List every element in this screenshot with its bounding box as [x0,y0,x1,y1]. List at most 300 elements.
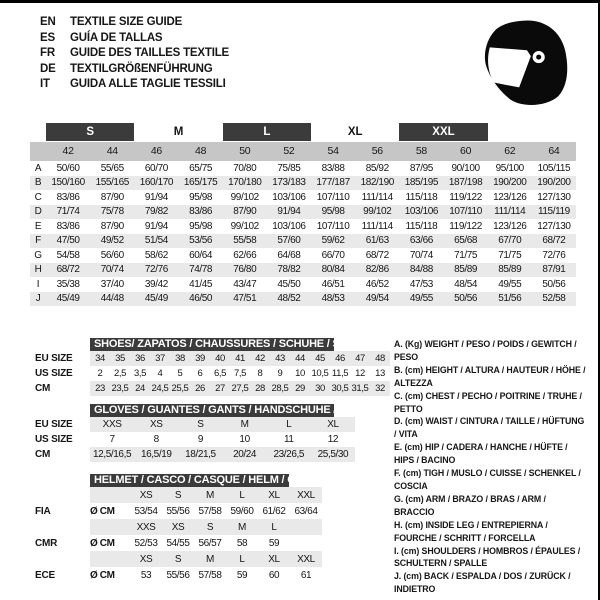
size-number: 50 [223,142,267,161]
legend-item: G. (cm) ARM / BRAZO / BRAS / ARM / BRACCIO [394,493,546,517]
measurement-cell: 95/98 [189,191,213,203]
measurement-cell: 43/47 [233,278,257,290]
measurement-cell: 90/100 [451,162,480,174]
measurement-cell: 45/49 [56,293,80,305]
measurement-cell: 46/52 [365,278,389,290]
shoes-cell: 23 [95,383,105,394]
language-code: EN [40,16,56,28]
helmet-row [35,551,395,567]
measurement-cell: 53/56 [189,235,213,247]
shoes-cell: 35 [115,353,125,364]
measurement-cell: 87/91 [542,264,566,276]
measurement-cell: 47/53 [409,278,433,290]
measurement-cell: 99/102 [230,191,259,203]
measurement-cell: 182/190 [360,177,394,189]
row-letter: G [34,249,42,261]
shoes-cell: 40 [215,353,225,364]
legend-item: C. (cm) CHEST / PECHO / POITRINE / TRUHE / PETTO [394,390,582,414]
measurement-cell: 65/75 [189,162,213,174]
shoes-cell: 2,5 [113,368,126,379]
shoes-cells [90,351,390,366]
helmet-cell: 60 [268,569,280,581]
shoes-cell: 36 [135,353,145,364]
measurement-cell: 70/74 [100,264,124,276]
gloves-cell: M [240,419,249,430]
measurement-cell: 68/72 [365,249,389,261]
helmet-cell: 55/56 [166,569,190,581]
helmet-cell: L [239,489,245,501]
measurement-cell: 83/86 [189,206,213,218]
helmet-row [35,519,395,535]
helmet-cell: Ø CM [90,569,115,581]
measurement-cell: 51/54 [144,235,168,247]
shoes-cell: 39 [195,353,205,364]
shoes-cell: 42 [255,353,265,364]
helmet-cell: 57/58 [198,569,222,581]
shoes-cell: 48 [375,353,385,364]
measurement-cell: 91/94 [277,206,301,218]
legend-item: F. (cm) TIGH / MUSLO / CUISSE / SCHENKEL / COSCIA [394,468,581,491]
shoes-cell: 34 [95,353,105,364]
measurement-cell: 103/106 [272,220,306,232]
measurement-cell: 50/56 [454,293,478,305]
shoes-cell: 6,5 [213,368,226,379]
guide-title: GUÍA DE TALLAS [70,31,163,44]
size-number: 64 [532,142,576,161]
measurement-cell: 87/90 [100,220,124,232]
measurement-cell: 83/86 [56,220,80,232]
shoes-cell: 7,5 [233,368,246,379]
shoes-cell: 30 [315,383,325,394]
helmet-cell: XS [139,553,153,565]
measurement-cell: 60/70 [144,162,168,174]
helmet-cell: XS [139,489,153,501]
legend-item: D. (cm) WAIST / CINTURA / TAILLE / HÜFTUNG / VITA [394,416,585,440]
helmet-cell: L [239,553,245,565]
measurement-row [30,161,576,176]
measurement-cell: 59/62 [321,235,345,247]
measurement-cell: 76/80 [233,264,257,276]
gloves-cell: XS [149,419,163,430]
gloves-row [35,432,395,447]
gloves-cell: 11 [283,434,294,445]
size-number: 58 [399,142,443,161]
measurement-cell: 115/119 [537,206,570,218]
helmet-cell: XXL [297,553,315,565]
measurement-cell: 70/74 [409,249,433,261]
gloves-row-label: US SIZE [35,434,73,445]
helmet-cell: M [206,489,214,501]
measurement-cell: 105/115 [537,162,571,174]
helmet-cells [90,567,322,583]
measurement-cell: 62/66 [233,249,257,261]
measurement-cell: 123/126 [493,220,527,232]
measurement-cell: 67/70 [498,235,522,247]
helmet-cell: XS [171,521,185,533]
shoes-cell: 6 [197,368,203,379]
measurement-cell: 103/106 [404,206,439,218]
measurement-cell: 155/165 [95,177,129,189]
row-letter: I [36,278,40,290]
measurement-row [30,234,576,249]
size-number-row [30,142,576,161]
size-group-label: XXL [399,123,487,141]
shoes-row [35,366,395,381]
size-group-empty [488,123,532,141]
shoes-header-row [35,338,395,351]
helmet-cells [90,519,322,535]
measurement-cell: 87/90 [233,206,257,218]
helmet-row [35,503,395,519]
gloves-cell: 7 [109,434,115,445]
gloves-cells [90,432,355,447]
language-row [40,31,229,47]
helmet-cell: 59/60 [230,505,254,517]
measurement-cell: 103/106 [272,191,306,203]
measurement-cell: 99/102 [363,206,392,218]
helmet-cell: XL [268,553,280,565]
measurement-cell: 83/88 [321,162,345,174]
helmet-cell: S [174,489,182,501]
helmet-cell: 53 [140,569,152,581]
measurement-cell: 71/75 [454,249,478,261]
measurement-cell: 95/98 [321,206,345,218]
helmet-cell: 56/57 [198,537,222,549]
gloves-cell: 20/24 [233,449,257,460]
helmet-row-label: CMR [35,537,58,549]
helmet-table [35,487,395,583]
measurement-cell: 39/42 [144,278,168,290]
shoes-section-title: SHOES/ ZAPATOS / CHAUSSURES / SCHUHE / SCARPE [90,338,334,351]
spacer [35,338,90,351]
shoes-cell: 31,5 [351,383,369,394]
measurement-row [30,205,576,220]
measurement-row [30,176,576,191]
size-group-label: S [46,123,134,141]
gloves-cell: 12,5/16,5 [93,449,132,460]
row-letter: A [34,162,42,174]
measurement-cell: 150/160 [51,177,85,189]
size-number: 52 [267,142,311,161]
shoes-cell: 44 [295,353,305,364]
row-letter: J [35,293,41,305]
measurement-cell: 107/110 [316,191,350,203]
shoes-cell: 9 [277,368,283,379]
measurement-cell: 75/78 [100,206,124,218]
measurement-cell: 61/63 [365,235,389,247]
measurement-cell: 75/85 [277,162,301,174]
helmet-cells [90,503,322,519]
helmet-cell: 58 [236,537,248,549]
measurement-cell: 52/58 [542,293,566,305]
shoes-cell: 11,5 [331,368,349,379]
legend-item: H. (cm) INSIDE LEG / ENTREPIERNA / FOURCHE / SCHRITT / FORCELLA [394,519,548,543]
spacer [35,396,395,404]
measurement-cell: 55/65 [100,162,124,174]
shoes-cell: 10,5 [311,368,329,379]
gloves-cell: 25,5/30 [317,449,349,460]
measurement-cell: 66/70 [321,249,345,261]
size-group-header-row [30,122,576,142]
gloves-row-label: CM [35,449,51,460]
size-number: 60 [444,142,488,161]
shoes-cell: 12 [355,368,365,379]
helmet-cell: S [206,521,214,533]
shoes-row [35,381,395,396]
measurement-cell: 71/75 [498,249,522,261]
helmet-cell: 61 [300,569,312,581]
helmet-cell: Ø CM [90,537,115,549]
helmet-header-row [35,474,395,487]
measurement-cell: 48/54 [454,278,478,290]
measurement-row [30,190,576,205]
measurement-row [30,277,576,292]
helmet-cells [90,551,322,567]
helmet-row [35,535,395,551]
language-code: FR [40,47,55,59]
measurement-cell: 57/60 [277,235,301,247]
shoes-row-label: EU SIZE [35,353,73,364]
measurement-cell: 72/76 [542,249,566,261]
measurement-cell: 185/195 [404,177,439,189]
measurement-cell: 82/86 [365,264,389,276]
row-letter: D [34,206,42,218]
size-group-label: M [173,126,184,138]
helmet-section-title: HELMET / CASCO / CASQUE / HELM / CASCO [90,474,289,487]
gloves-row-label: EU SIZE [35,419,73,430]
helmet-cells [90,535,322,551]
gloves-section-title: GLOVES / GUANTES / GANTS / HANDSCHUHE / GUANTI [90,404,334,417]
spacer [35,462,395,474]
measurement-cell: 68/72 [56,264,80,276]
measurement-cell: 87/95 [409,162,433,174]
gloves-cells [90,417,355,432]
size-number: 42 [46,142,90,161]
gloves-cell: 18/21,5 [185,449,216,460]
shoes-cell: 37 [155,353,165,364]
size-group-empty [30,123,46,141]
measurement-cell: 187/198 [448,177,483,189]
row-letter: B [34,177,42,189]
gloves-row [35,417,395,432]
measurement-cell: 50/56 [542,278,566,290]
measurement-cell: 60/64 [189,249,213,261]
shoes-cell: 5 [177,368,183,379]
shoes-cells [90,381,390,396]
shoes-row-label: US SIZE [35,368,73,379]
measurement-cell: 127/130 [537,220,571,232]
measurement-cell: 99/102 [230,220,259,232]
helmet-cell: 59 [268,537,280,549]
helmet-cell: XL [268,489,280,501]
helmet-cell: 59 [236,569,248,581]
gloves-cell: XL [327,419,339,430]
gloves-cell: 8 [153,434,159,445]
measurement-cell: 49/55 [498,278,522,290]
measurement-cell: 127/130 [537,191,571,203]
measurement-cell: 47/50 [56,235,80,247]
gloves-cells [90,447,355,462]
legend-item: B. (cm) HEIGHT / ALTURA / HAUTEUR / HÖHE / ALTEZZA [394,364,586,388]
measurement-cell: 190/200 [537,177,571,189]
measurement-cell: 78/82 [277,264,301,276]
measurement-cell: 160/170 [139,177,174,189]
measurement-cell: 123/126 [493,191,527,203]
measurement-cell: 111/114 [494,206,526,218]
measurement-cell: 48/52 [277,293,301,305]
measurement-legend [394,338,586,596]
measurement-cell: 37/40 [100,278,124,290]
measurement-cell: 35/38 [56,278,80,290]
size-number: 54 [311,142,355,161]
shoes-cell: 8 [257,368,263,379]
row-letter: H [34,264,42,276]
band-corner [30,142,46,161]
measurement-cell: 49/52 [100,235,124,247]
guide-title: TEXTILE SIZE GUIDE [70,16,183,28]
measurement-cell: 79/82 [144,206,168,218]
measurement-cell: 49/55 [409,293,433,305]
shoes-cell: 29 [295,383,305,394]
measurement-cell: 111/114 [361,191,393,203]
measurement-cell: 68/72 [542,235,566,247]
helmet-row-label: ECE [35,569,55,581]
shoes-cell: 2 [97,368,103,379]
shoes-cell: 4 [157,368,163,379]
measurement-cell: 95/98 [189,220,213,232]
size-number: 62 [488,142,532,161]
measurement-row [30,248,576,263]
measurement-cell: 107/110 [449,206,482,218]
language-row [40,62,229,78]
measurement-cell: 173/183 [272,177,306,189]
helmet-cell: 53/54 [134,505,158,517]
shoes-cell: 24,5 [151,383,169,394]
row-letter: C [34,191,42,203]
measurement-cell: 45/49 [144,293,168,305]
measurement-cell: 48/53 [321,293,345,305]
shoes-cell: 28 [255,383,265,394]
measurement-cell: 85/92 [365,162,389,174]
shoes-cell: 26 [195,383,205,394]
measurement-cell: 107/110 [316,220,350,232]
gloves-cell: 12 [327,434,339,445]
guide-title: GUIDE DES TAILLES TEXTILE [70,47,229,59]
shoes-cell: 24 [135,383,145,394]
language-code: DE [40,62,56,75]
shoes-cell: 25,5 [171,383,189,394]
measurement-cell: 44/48 [100,293,124,305]
measurement-cell: 47/51 [233,293,257,305]
guide-title: TEXTILGRÖßENFÜHRUNG [70,62,213,75]
measurement-cell: 170/180 [228,177,262,189]
shoes-cell: 3,5 [133,368,146,379]
measurement-cell: 111/114 [361,220,393,232]
measurement-cell: 119/122 [449,191,482,203]
gloves-cell: L [286,419,292,430]
measurement-cell: 91/94 [144,220,168,232]
measurement-cell: 70/80 [233,162,257,174]
measurement-cell: 74/78 [189,264,213,276]
helmet-cell: M [206,553,214,565]
language-row [40,77,229,93]
measurement-cell: 177/187 [316,177,350,189]
shoes-row-label: CM [35,383,51,394]
size-number: 46 [134,142,178,161]
spacer [35,474,90,487]
measurement-cell: 115/118 [405,220,438,232]
measurement-cell: 85/89 [498,264,522,276]
legend-item: I. (cm) SHOULDERS / HOMBROS / ÉPAULES / SCHULTERN / SPALLE [394,545,581,569]
measurement-cell: 115/118 [405,191,438,203]
shoes-cell: 45 [315,353,325,364]
shoes-row [35,351,395,366]
gloves-table [35,417,395,462]
measurement-row [30,292,576,307]
measurement-cell: 91/94 [144,191,168,203]
measurement-cell: 46/51 [321,278,345,290]
legend-item: J. (cm) BACK / ESPALDA / DOS / ZURÜCK / INDIETRO [394,571,571,595]
helmet-cell: 52/53 [134,537,158,549]
shoes-cell: 38 [175,353,185,364]
measurement-cell: 119/122 [449,220,482,232]
shoes-cell: 27 [215,383,225,394]
row-letter: F [35,235,41,247]
measurement-cell: 190/200 [493,177,527,189]
legend-item: A. (Kg) WEIGHT / PESO / POIDS / GEWITCH / PESO [394,339,577,362]
shoes-cell: 10 [295,368,305,379]
shoes-table [35,351,395,396]
language-row [40,46,229,62]
measurement-cell: 71/74 [56,206,80,218]
row-letter: E [34,220,42,232]
measurement-cell: 72/76 [144,264,168,276]
helmet-cell: XXL [297,489,315,501]
size-number: 56 [355,142,399,161]
top-border-rule [0,0,600,3]
accessory-size-tables [35,338,395,583]
size-number: 44 [90,142,134,161]
measurement-cell: 41/45 [189,278,213,290]
helmet-cell: 61/62 [262,505,286,517]
measurement-cell: 83/86 [56,191,80,203]
measurement-cell: 55/58 [233,235,257,247]
shoes-cell: 47 [355,353,365,364]
helmet-cell: M [238,521,246,533]
gloves-header-row [35,404,395,417]
measurement-cell: 63/66 [409,235,433,247]
textile-size-table [30,122,576,306]
measurement-row [30,219,576,234]
measurement-cell: 65/68 [454,235,478,247]
measurement-cell: 80/84 [321,264,345,276]
language-row [40,15,229,31]
helmet-row-label: FIA [35,505,51,517]
measurement-cell: 85/89 [454,264,478,276]
shoes-cell: 46 [335,353,345,364]
measurement-cell: 54/58 [56,249,80,261]
shoes-cell: 23,5 [111,383,129,394]
helmet-row [35,487,395,503]
spacer [35,404,90,417]
gloves-cell: S [197,419,204,430]
language-title-list [40,15,229,93]
helmet-cell: 54/55 [166,537,190,549]
gloves-cell: 10 [239,434,250,445]
measurement-cell: 49/54 [365,293,389,305]
measurement-cell: 58/62 [144,249,168,261]
measurement-cell: 56/60 [100,249,124,261]
